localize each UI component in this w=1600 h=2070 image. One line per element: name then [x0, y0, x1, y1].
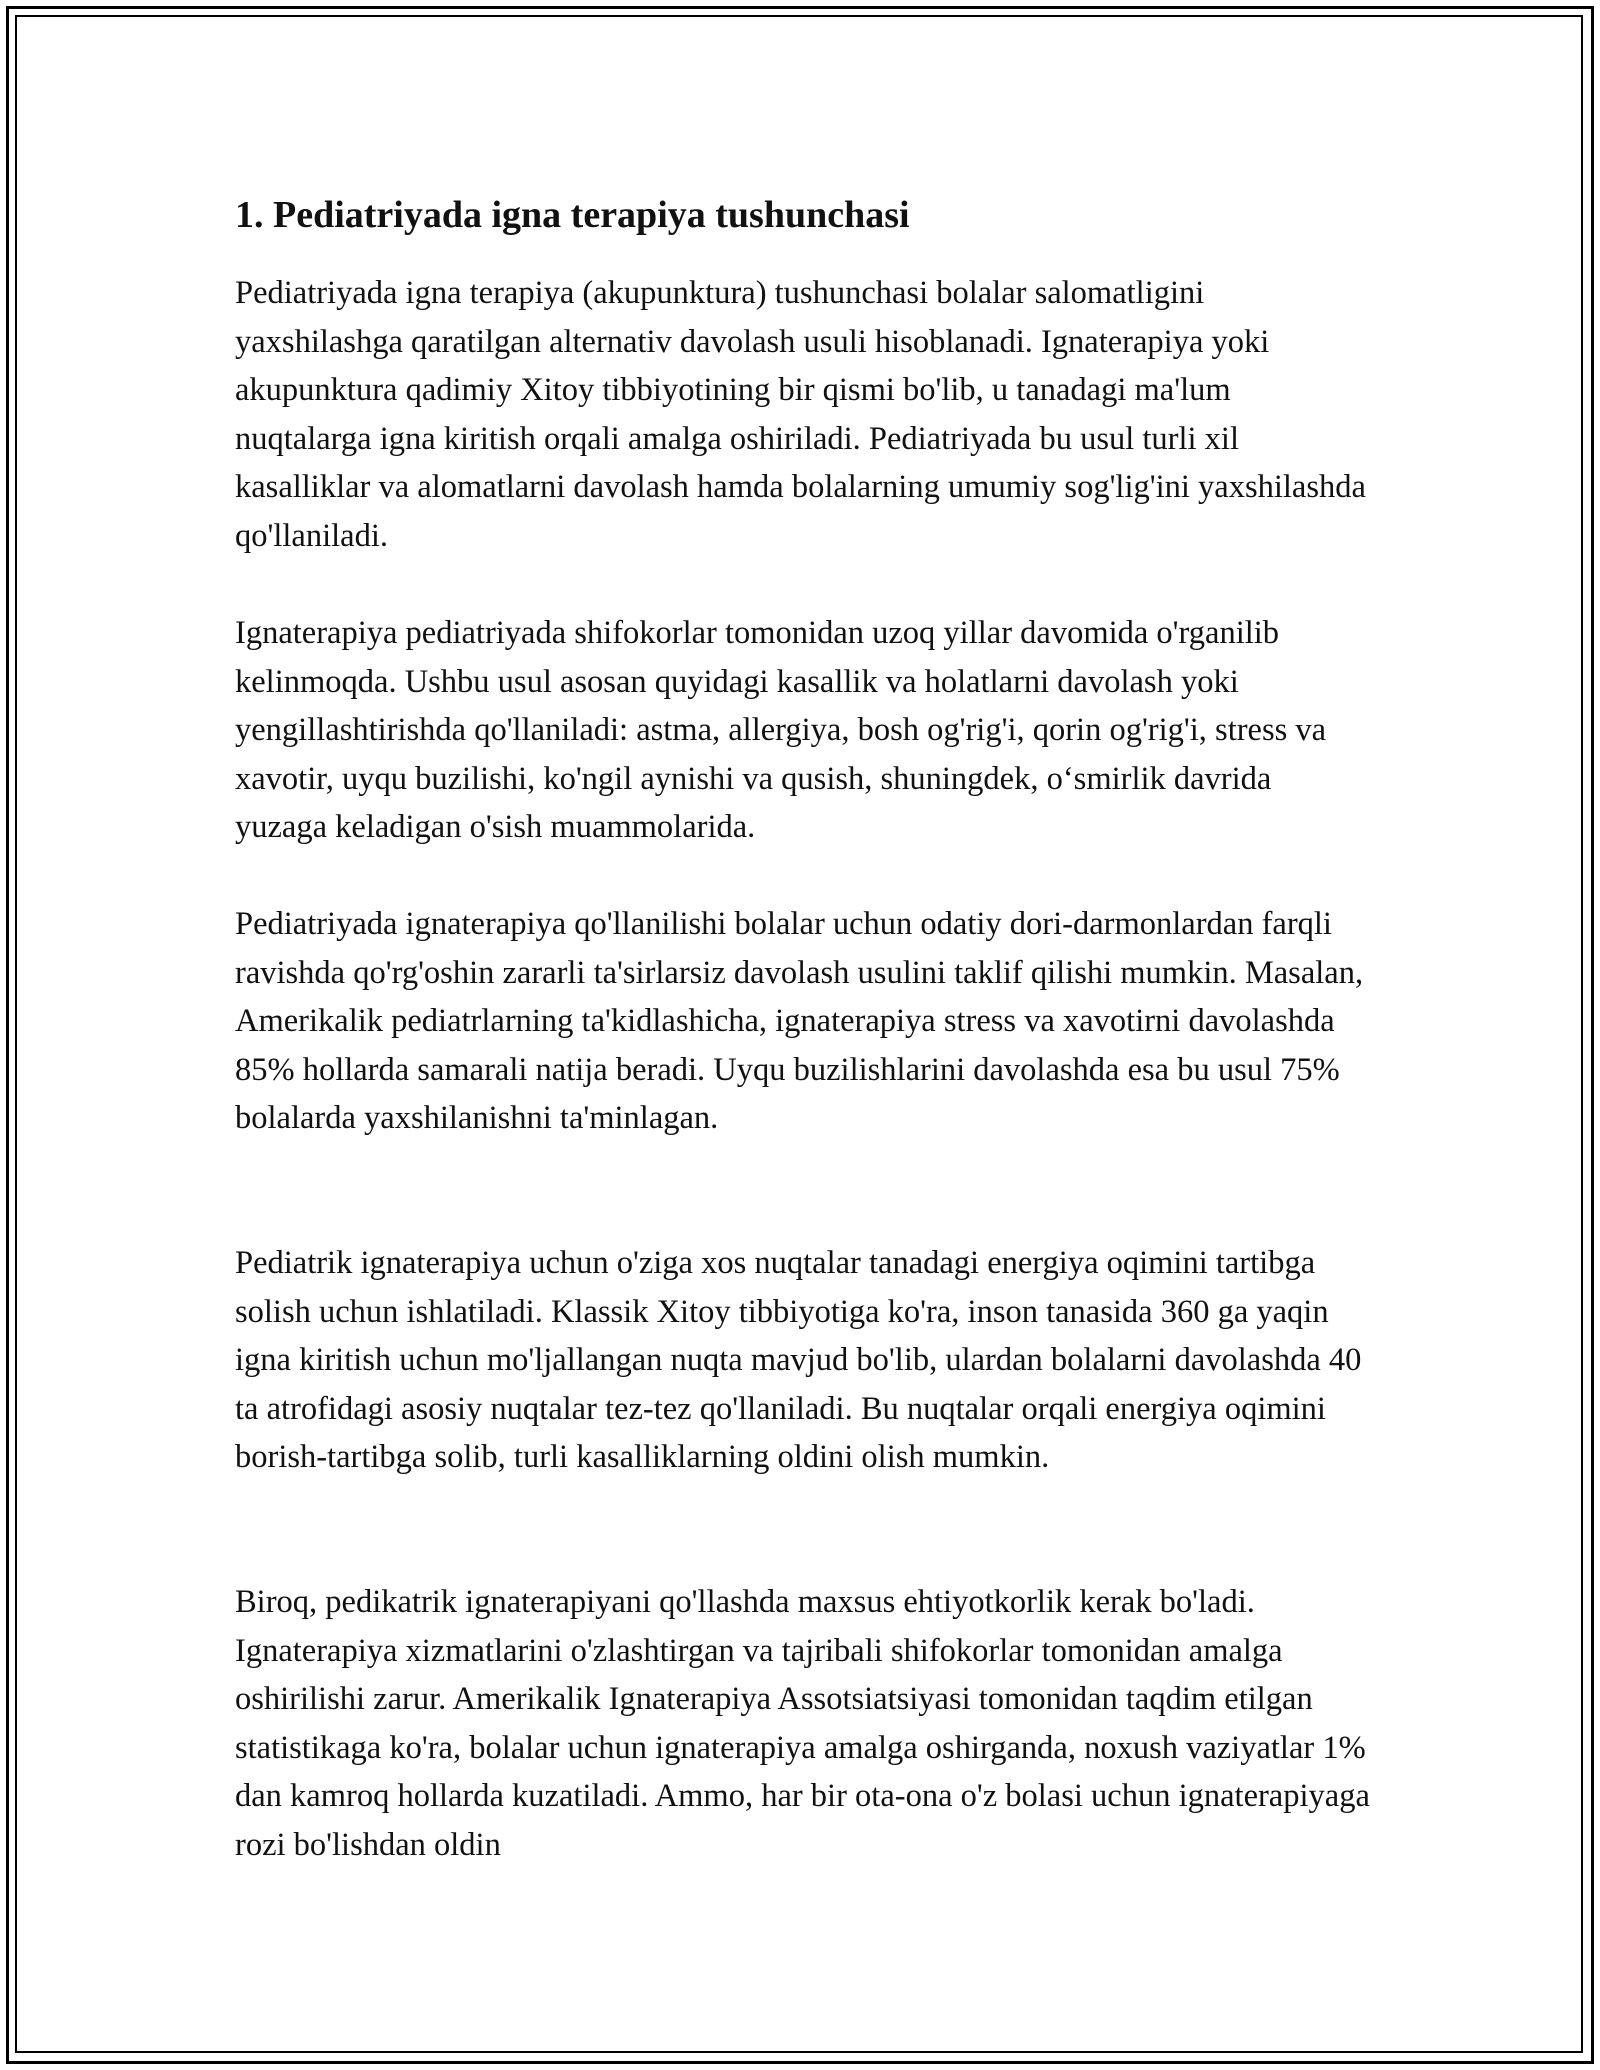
paragraph-4: Pediatrik ignaterapiya uchun o'ziga xos nuqtalar tanadagi energiya oqimini tartibga solish uchun ishlatiladi. Klassik Xitoy tibbiyotiga ko'ra, inson tanasida 360 ga yaqin igna kiritish uchun mo'ljallangan nuqta mavjud bo'lib, ulardan bolalarni davolashda 40 ta atrofidagi asosiy nuqtalar tez-tez qo'llaniladi. Bu nuqtalar orqali energiya oqimini borish-tartibga solib, turli kasalliklarning oldini olish mumkin. — [235, 1245, 1362, 1475]
section-title: 1. Pediatriyada igna terapiya tushunchasi — [235, 194, 910, 236]
document-body — [235, 185, 1370, 1863]
paragraph-3: Pediatriyada ignaterapiya qo'llanilishi bolalar uchun odatiy dori-darmonlardan farqli ravishda qo'rg'oshin zararli ta'sirlarsiz davolash usulini taklif qilishi mumkin. Masalan, Amerikalik pediatrlarning ta'kidlashicha, ignaterapiya stress va xavotirni davolashda 85% hollarda samarali natija beradi. Uyqu buzilishlarini davolashda esa bu usul 75% bolalarda yaxshilanishni ta'minlagan. — [235, 906, 1364, 1136]
paragraph-1: Pediatriyada igna terapiya (akupunktura) tushunchasi bolalar salomatligini yaxshilashga qaratilgan alternativ davolash usuli hisoblanadi. Ignaterapiya yoki akupunktura qadimiy Xitoy tibbiyotining bir qismi bo'lib, u tanadagi ma'lum nuqtalarga igna kiritish orqali amalga oshiriladi. Pediatriyada bu usul turli xil kasalliklar va alomatlarni davolash hamda bolalarning umumiy sog'lig'ini yaxshilashda qo'llaniladi. — [235, 275, 1366, 554]
paragraph-5: Biroq, pedikatrik ignaterapiyani qo'llashda maxsus ehtiyotkorlik kerak bo'ladi. Ignaterapiya xizmatlarini o'zlashtirgan va tajribali shifokorlar tomonidan amalga oshirilishi zarur. Amerikalik Ignaterapiya Assotsiatsiyasi tomonidan taqdim etilgan statistikaga ko'ra, bolalar uchun ignaterapiya amalga oshirganda, noxush vaziyatlar 1% dan kamroq hollarda kuzatiladi. Ammo, har bir ota-ona o'z bolasi uchun ignaterapiyaga rozi bo'lishdan oldin — [235, 1584, 1370, 1863]
paragraph-2: Ignaterapiya pediatriyada shifokorlar tomonidan uzoq yillar davomida o'rganilib kelinmoqda. Ushbu usul asosan quyidagi kasallik va holatlarni davolash yoki yengillashtirishda qo'llaniladi: astma, allergiya, bosh og'rig'i, qorin og'rig'i, stress va xavotir, uyqu buzilishi, ko'ngil aynishi va qusish, shuningdek, o‘smirlik davrida yuzaga keladigan o'sish muammolarida. — [235, 615, 1327, 845]
